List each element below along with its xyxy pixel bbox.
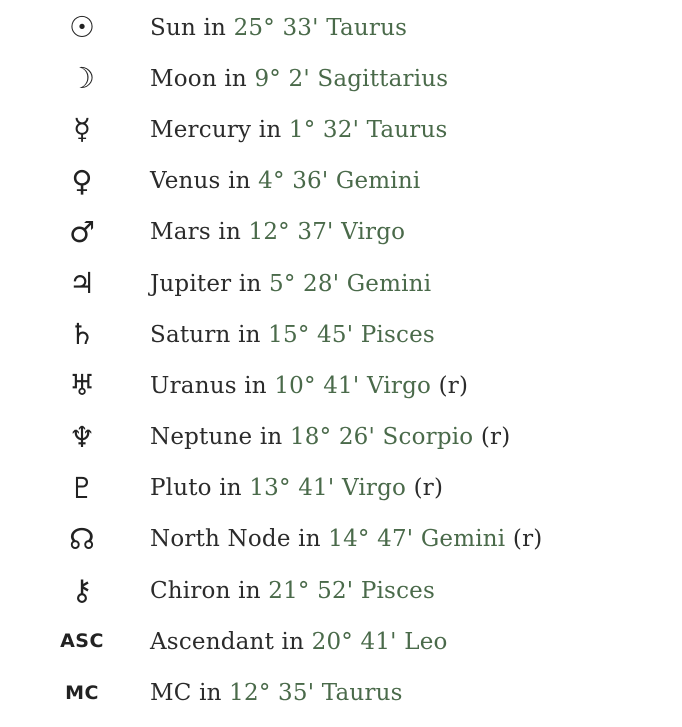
placement-row xyxy=(0,667,682,718)
degree-value: 9° 2' xyxy=(254,65,310,92)
in-word: in xyxy=(298,526,321,553)
sign-name: Gemini xyxy=(346,270,432,297)
body-name: Pluto xyxy=(150,475,212,502)
saturn-icon: ♄ xyxy=(69,317,95,352)
mars-icon: ♂ xyxy=(69,214,95,249)
ascendant-icon: ASC xyxy=(60,630,104,653)
degree-value: 12° 35' xyxy=(229,680,315,707)
retrograde-marker: (r) xyxy=(480,424,511,451)
moon-icon: ☽ xyxy=(69,61,95,96)
in-word: in xyxy=(244,372,267,399)
body-name: Moon xyxy=(150,65,217,92)
degree-value: 10° 41' xyxy=(274,372,360,399)
body-name: Saturn xyxy=(150,321,231,348)
body-name: MC xyxy=(150,680,192,707)
degree-value: 12° 37' xyxy=(248,219,334,246)
sign-name: Gemini xyxy=(335,168,421,195)
in-word: in xyxy=(259,424,283,451)
placement-row xyxy=(0,412,682,463)
retrograde-marker: (r) xyxy=(413,475,444,502)
sign-name: Virgo xyxy=(341,219,406,246)
uranus-icon: ♅ xyxy=(69,368,95,403)
degree-value: 14° 47' xyxy=(328,526,414,553)
placement-row xyxy=(0,616,682,667)
north-node-icon: ☊ xyxy=(69,521,95,556)
placement-text xyxy=(150,424,510,450)
sign-name: Taurus xyxy=(366,116,448,143)
sign-name: Virgo xyxy=(341,475,407,502)
degree-value: 15° 45' xyxy=(268,321,354,348)
glyph-cell xyxy=(0,470,150,505)
body-name: Mars xyxy=(150,219,211,246)
body-name: Chiron xyxy=(150,577,231,604)
neptune-icon: ♆ xyxy=(69,419,95,454)
placement-row xyxy=(0,463,682,514)
in-word: in xyxy=(203,14,227,41)
placement-row xyxy=(0,565,682,616)
sun-icon: ☉ xyxy=(69,10,95,45)
pluto-icon: ♇ xyxy=(69,470,95,505)
jupiter-icon: ♃ xyxy=(69,266,95,301)
degree-value: 4° 36' xyxy=(258,168,329,195)
placement-row xyxy=(0,207,682,258)
placement-text xyxy=(150,66,448,92)
placement-text xyxy=(150,271,431,297)
glyph-cell xyxy=(0,573,150,608)
glyph-cell xyxy=(0,419,150,454)
placement-text xyxy=(150,578,435,604)
placement-text xyxy=(150,15,407,41)
glyph-cell xyxy=(0,368,150,403)
placement-row xyxy=(0,360,682,411)
in-word: in xyxy=(218,219,241,246)
placement-row xyxy=(0,2,682,53)
placement-row xyxy=(0,514,682,565)
glyph-cell xyxy=(0,632,150,651)
glyph-cell xyxy=(0,681,150,704)
glyph-cell xyxy=(0,61,150,96)
placement-text xyxy=(150,629,448,655)
body-name: Jupiter xyxy=(150,270,232,297)
in-word: in xyxy=(258,116,282,143)
in-word: in xyxy=(238,321,261,348)
retrograde-marker: (r) xyxy=(512,526,543,553)
body-name: Sun xyxy=(150,14,196,41)
glyph-cell xyxy=(0,10,150,45)
placement-text xyxy=(150,322,435,348)
midheaven-icon: MC xyxy=(65,681,99,704)
placement-text xyxy=(150,475,443,501)
placement-text xyxy=(150,117,448,143)
in-word: in xyxy=(238,577,261,604)
placement-row xyxy=(0,309,682,360)
in-word: in xyxy=(224,65,247,92)
body-name: Uranus xyxy=(150,372,237,399)
glyph-cell xyxy=(0,214,150,249)
sign-name: Sagittarius xyxy=(317,65,449,92)
body-name: Neptune xyxy=(150,424,253,451)
in-word: in xyxy=(219,475,242,502)
glyph-cell xyxy=(0,317,150,352)
body-name: North Node xyxy=(150,526,291,553)
degree-value: 18° 26' xyxy=(289,424,376,451)
degree-value: 21° 52' xyxy=(268,577,354,604)
retrograde-marker: (r) xyxy=(438,372,469,399)
sign-name: Scorpio xyxy=(382,424,474,451)
placement-text xyxy=(150,526,542,552)
body-name: Venus xyxy=(150,168,221,195)
sign-name: Taurus xyxy=(321,680,403,707)
degree-value: 25° 33' xyxy=(233,14,319,41)
sign-name: Virgo xyxy=(366,372,432,399)
placement-text xyxy=(150,219,405,245)
in-word: in xyxy=(238,270,262,297)
placements-list xyxy=(0,2,682,719)
body-name: Mercury xyxy=(150,116,252,143)
chiron-icon: ⚷ xyxy=(71,573,93,608)
glyph-cell xyxy=(0,112,150,147)
placement-text xyxy=(150,373,468,399)
degree-value: 13° 41' xyxy=(249,475,335,502)
placement-row xyxy=(0,258,682,309)
sign-name: Leo xyxy=(404,628,448,655)
venus-icon: ♀ xyxy=(71,163,93,198)
in-word: in xyxy=(281,628,305,655)
placement-text xyxy=(150,680,403,706)
glyph-cell xyxy=(0,521,150,556)
glyph-cell xyxy=(0,266,150,301)
placement-row xyxy=(0,53,682,104)
mercury-icon: ☿ xyxy=(73,112,91,147)
sign-name: Taurus xyxy=(326,14,408,41)
placement-text xyxy=(150,168,420,194)
in-word: in xyxy=(199,680,222,707)
sign-name: Gemini xyxy=(420,526,506,553)
placement-row xyxy=(0,104,682,155)
degree-value: 5° 28' xyxy=(268,270,340,297)
placement-row xyxy=(0,156,682,207)
degree-value: 1° 32' xyxy=(288,116,360,143)
body-name: Ascendant xyxy=(150,628,275,655)
sign-name: Pisces xyxy=(360,577,435,604)
glyph-cell xyxy=(0,163,150,198)
sign-name: Pisces xyxy=(360,321,435,348)
degree-value: 20° 41' xyxy=(311,628,397,655)
in-word: in xyxy=(228,168,251,195)
